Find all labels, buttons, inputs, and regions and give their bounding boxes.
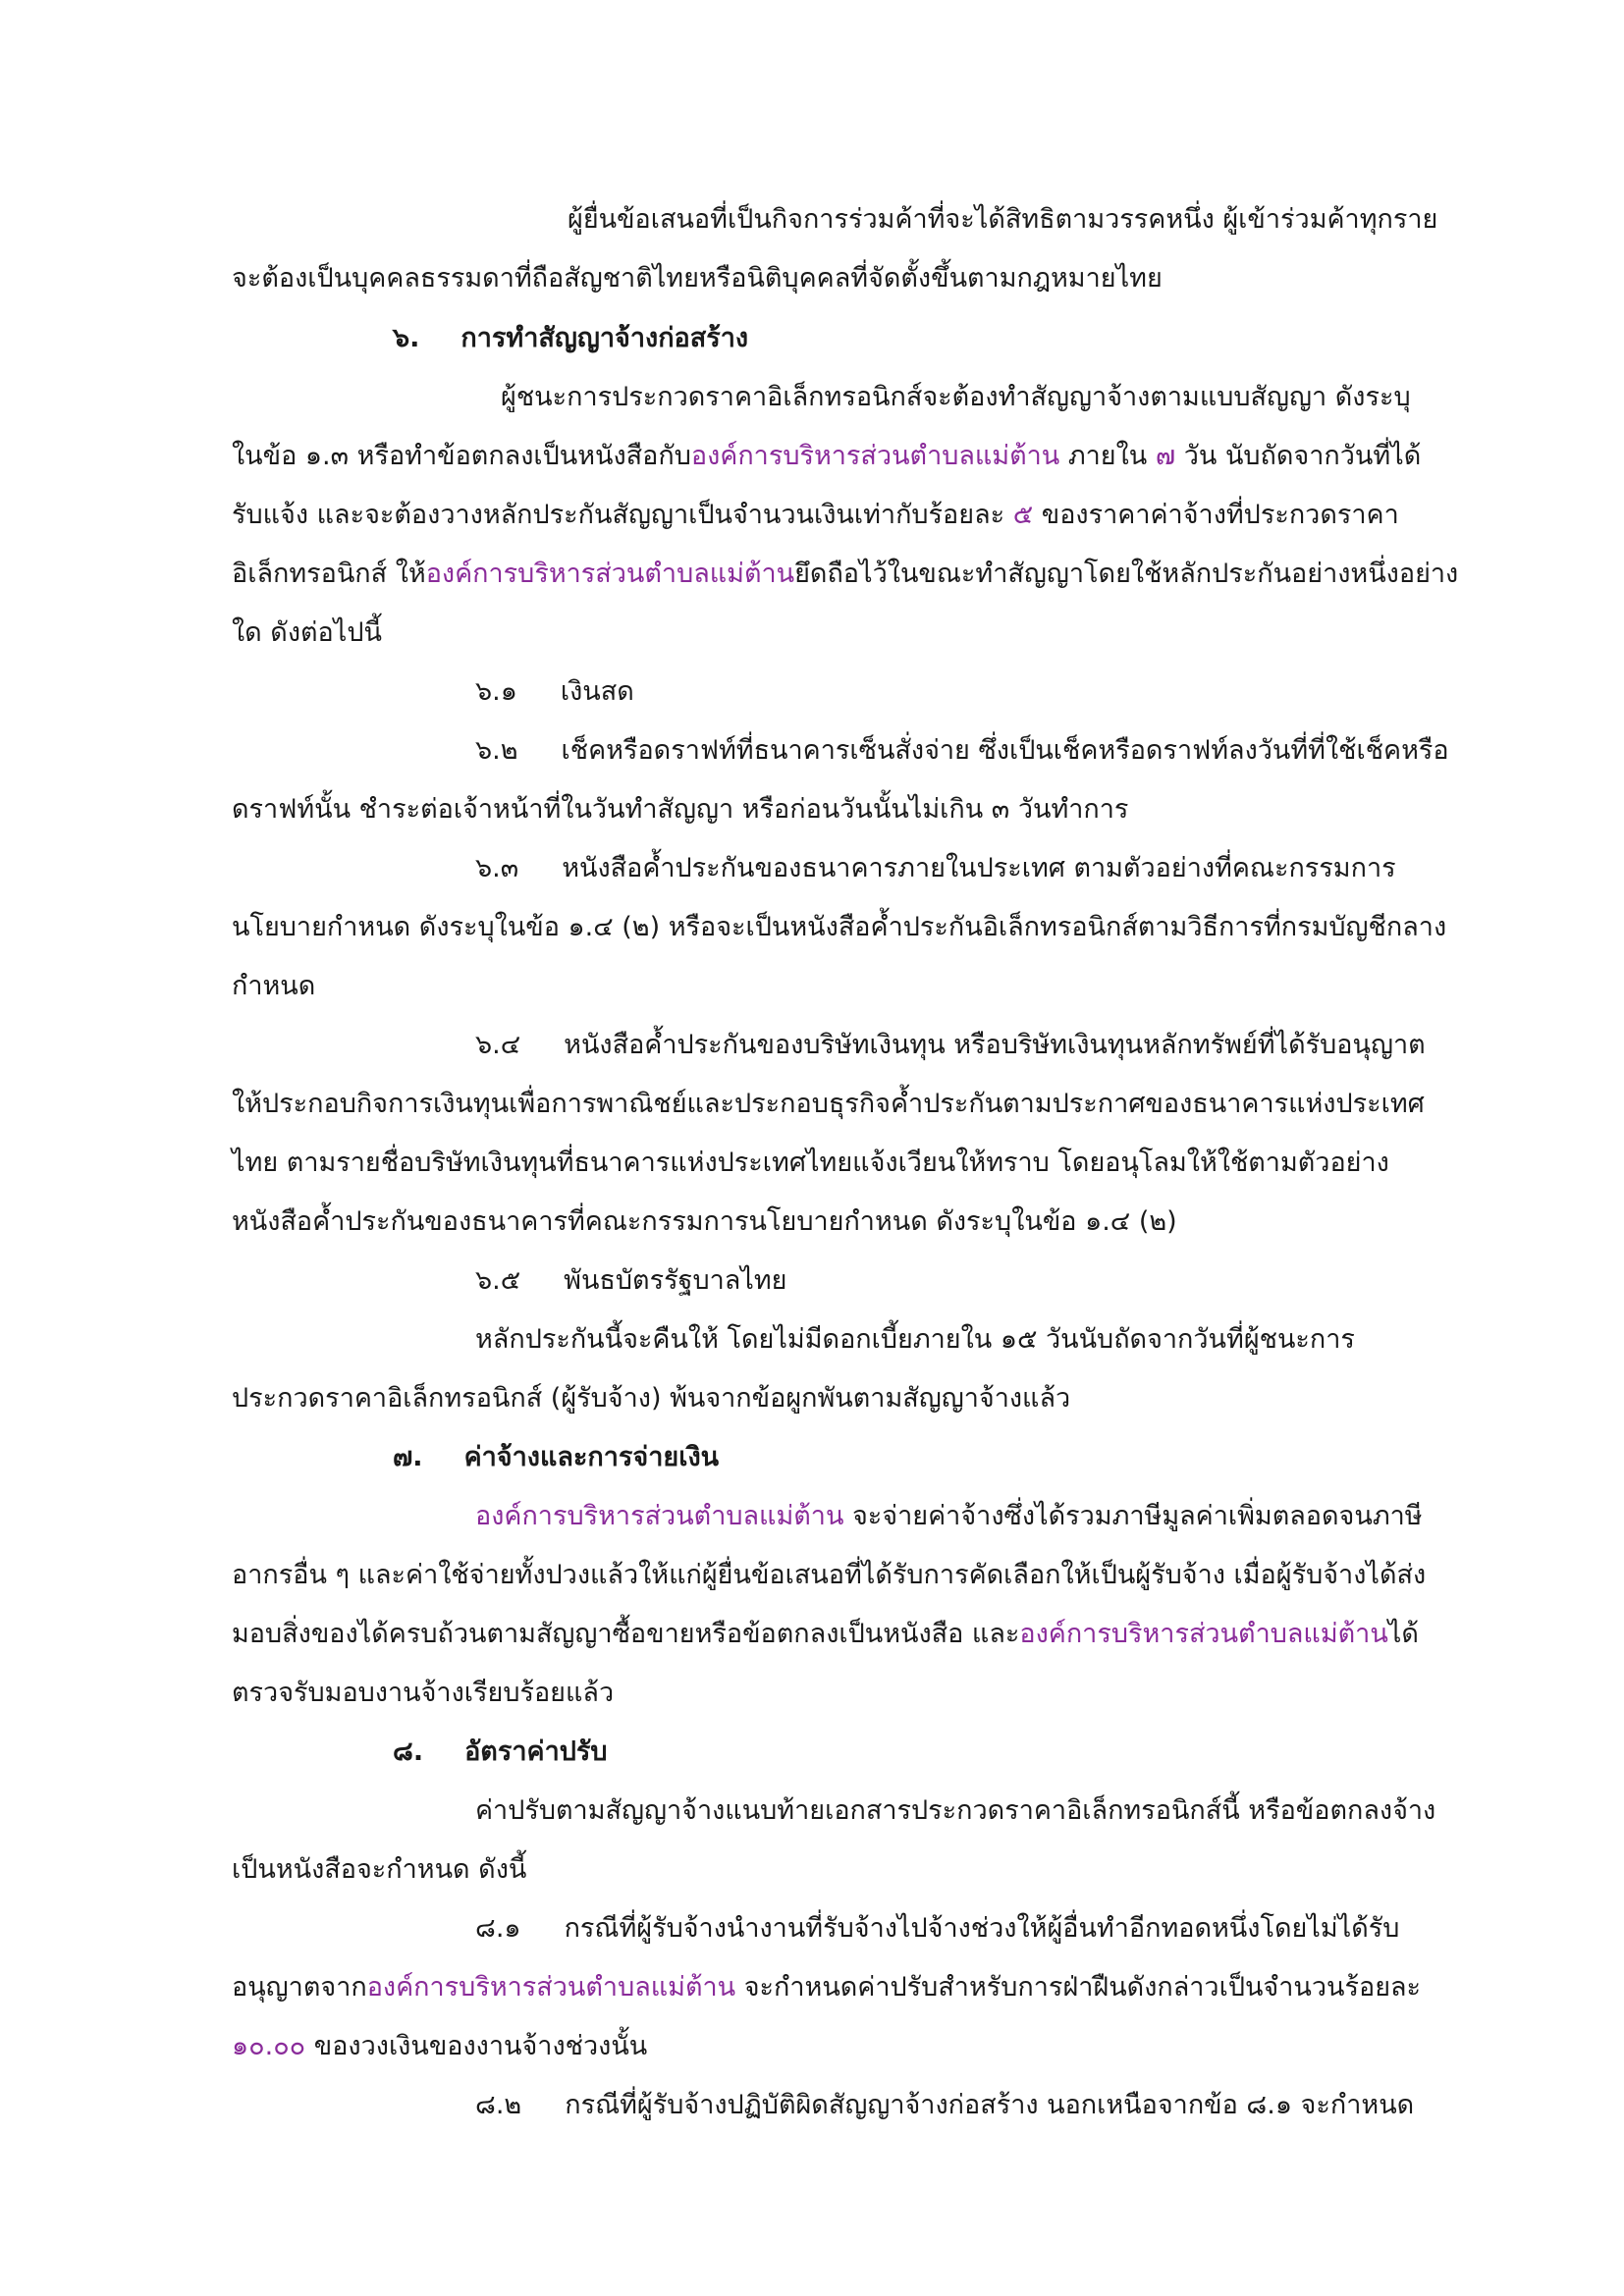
text-line: ๑๐.๐๐ ของวงเงินของงานจ้างช่วงนั้น bbox=[232, 2031, 648, 2061]
list-item: ๘.๒ กรณีที่ผู้รับจ้างปฏิบัติผิดสัญญาจ้างก่อสร้าง นอกเหนือจากข้อ ๘.๑ จะกำหนด bbox=[475, 2090, 1415, 2120]
section-heading: ๖. การทำสัญญาจ้างก่อสร้าง bbox=[393, 323, 749, 353]
list-item: ๖.๓ หนังสือค้ำประกันของธนาคารภายในประเทศ ตามตัวอย่างที่คณะกรรมการ bbox=[475, 853, 1396, 883]
text-line: หนังสือค้ำประกันของธนาคารที่คณะกรรมการนโยบายกำหนด ดังระบุในข้อ ๑.๔ (๒) bbox=[232, 1206, 1177, 1237]
section-heading: ๘. อัตราค่าปรับ bbox=[393, 1736, 608, 1767]
text-line: อิเล็กทรอนิกส์ ให้องค์การบริหารส่วนตำบลแม่ต้านยึดถือไว้ในขณะทำสัญญาโดยใช้หลักประกันอย่างหนึ่งอย่าง bbox=[232, 559, 1459, 589]
text-line: ดราฟท์นั้น ชำระต่อเจ้าหน้าที่ในวันทำสัญญา หรือก่อนวันนั้นไม่เกิน ๓ วันทำการ bbox=[232, 794, 1129, 825]
text-line: ตรวจรับมอบงานจ้างเรียบร้อยแล้ว bbox=[232, 1678, 615, 1708]
text-line: ให้ประกอบกิจการเงินทุนเพื่อการพาณิชย์และประกอบธุรกิจค้ำประกันตามประกาศของธนาคารแห่งประเทศ bbox=[232, 1089, 1425, 1119]
text-line: ใด ดังต่อไปนี้ bbox=[232, 617, 382, 648]
list-item: ๖.๒ เช็คหรือดราฟท์ที่ธนาคารเซ็นสั่งจ่าย ซึ่งเป็นเช็คหรือดราฟท์ลงวันที่ที่ใช้เช็คหรือ bbox=[475, 735, 1449, 766]
text-line: ค่าปรับตามสัญญาจ้างแนบท้ายเอกสารประกวดราคาอิเล็กทรอนิกส์นี้ หรือข้อตกลงจ้าง bbox=[475, 1795, 1436, 1826]
text-line: เป็นหนังสือจะกำหนด ดังนี้ bbox=[232, 1854, 527, 1885]
text-line: อากรอื่น ๆ และค่าใช้จ่ายทั้งปวงแล้วให้แก่ผู้ยื่นข้อเสนอที่ได้รับการคัดเลือกให้เป็นผู้รับจ้าง เมื่อผู้รับจ้างได้ส่ง bbox=[232, 1560, 1427, 1590]
text-line: กำหนด bbox=[232, 971, 316, 1001]
text-line: นโยบายกำหนด ดังระบุในข้อ ๑.๔ (๒) หรือจะเป็นหนังสือค้ำประกันอิเล็กทรอนิกส์ตามวิธีการที่กรมบัญชีกลาง bbox=[232, 912, 1447, 942]
section-heading: ๗. ค่าจ้างและการจ่ายเงิน bbox=[393, 1442, 720, 1472]
text-line: องค์การบริหารส่วนตำบลแม่ต้าน จะจ่ายค่าจ้างซึ่งได้รวมภาษีมูลค่าเพิ่มตลอดจนภาษี bbox=[475, 1501, 1423, 1531]
text-line: หลักประกันนี้จะคืนให้ โดยไม่มีดอกเบี้ยภายใน ๑๕ วันนับถัดจากวันที่ผู้ชนะการ bbox=[475, 1324, 1355, 1355]
text-line: ผู้ยื่นข้อเสนอที่เป็นกิจการร่วมค้าที่จะได้สิทธิตามวรรคหนึ่ง ผู้เข้าร่วมค้าทุกราย bbox=[568, 204, 1438, 235]
text-line: ผู้ชนะการประกวดราคาอิเล็กทรอนิกส์จะต้องทำสัญญาจ้างตามแบบสัญญา ดังระบุ bbox=[501, 382, 1411, 412]
text-line: มอบสิ่งของได้ครบถ้วนตามสัญญาซื้อขายหรือข้อตกลงเป็นหนังสือ และองค์การบริหารส่วนตำบลแม่ต้านได้ bbox=[232, 1619, 1419, 1649]
list-item: ๘.๑ กรณีที่ผู้รับจ้างนำงานที่รับจ้างไปจ้างช่วงให้ผู้อื่นทำอีกทอดหนึ่งโดยไม่ได้รับ bbox=[475, 1913, 1400, 1944]
text-line: จะต้องเป็นบุคคลธรรมดาที่ถือสัญชาติไทยหรือนิติบุคคลที่จัดตั้งขึ้นตามกฎหมายไทย bbox=[232, 263, 1163, 294]
list-item: ๖.๔ หนังสือค้ำประกันของบริษัทเงินทุน หรือบริษัทเงินทุนหลักทรัพย์ที่ได้รับอนุญาต bbox=[475, 1030, 1426, 1060]
list-item: ๖.๑ เงินสด bbox=[475, 676, 634, 707]
text-line: รับแจ้ง และจะต้องวางหลักประกันสัญญาเป็นจำนวนเงินเท่ากับร้อยละ ๕ ของราคาค่าจ้างที่ประกวดราคา bbox=[232, 500, 1399, 530]
text-line: อนุญาตจากองค์การบริหารส่วนตำบลแม่ต้าน จะกำหนดค่าปรับสำหรับการฝ่าฝืนดังกล่าวเป็นจำนวนร้อยละ bbox=[232, 1972, 1422, 2002]
list-item: ๖.๕ พันธบัตรรัฐบาลไทย bbox=[475, 1265, 787, 1296]
text-line: ประกวดราคาอิเล็กทรอนิกส์ (ผู้รับจ้าง) พ้นจากข้อผูกพันตามสัญญาจ้างแล้ว bbox=[232, 1383, 1071, 1414]
text-line: ไทย ตามรายชื่อบริษัทเงินทุนที่ธนาคารแห่งประเทศไทยแจ้งเวียนให้ทราบ โดยอนุโลมให้ใช้ตามตัวอย่าง bbox=[232, 1148, 1389, 1178]
text-line: ในข้อ ๑.๓ หรือทำข้อตกลงเป็นหนังสือกับองค์การบริหารส่วนตำบลแม่ต้าน ภายใน ๗ วัน นับถัดจากวันที่ได้ bbox=[232, 441, 1422, 471]
